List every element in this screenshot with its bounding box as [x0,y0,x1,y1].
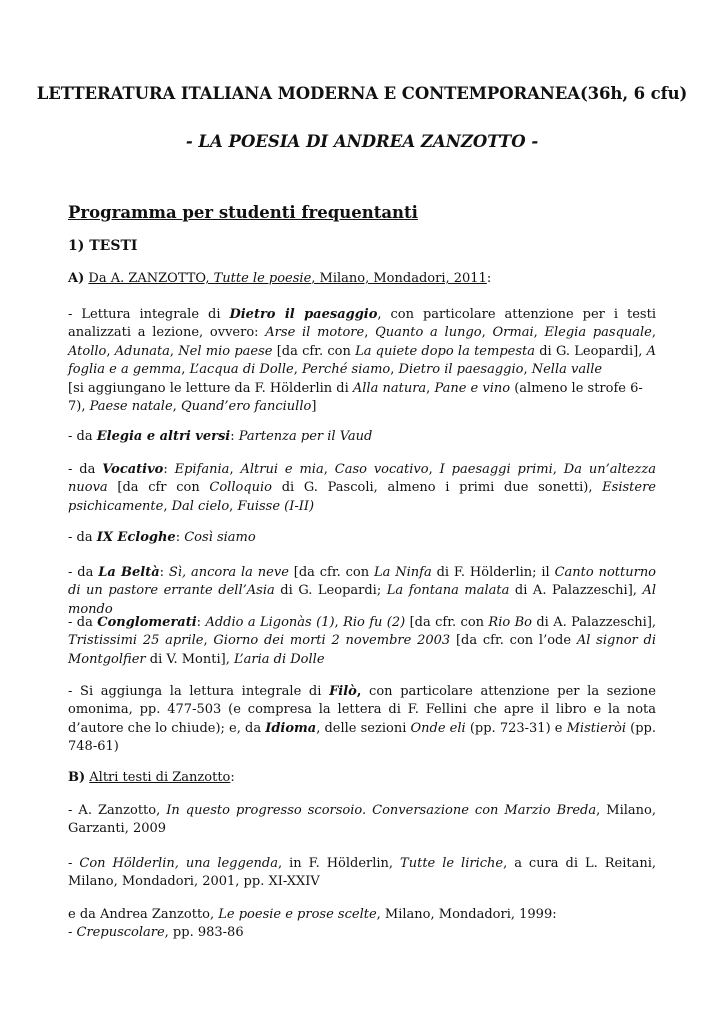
paragraph-vocativo: - da Vocativo: Epifania, Altrui e mia, Caso vocativo, I paesaggi primi, Da un’altezza nuova [da cfr con Colloquio di G. Pascoli, almeno i primi due sonetti), Esistere psichicamente, Dal cielo, Fuisse (I-II) [68,462,657,514]
paragraph-elegia: - da Elegia e altri versi: Partenza per il Vaud [68,429,373,444]
paragraph-filo: - Si aggiunga la lettura integrale di Filò, con particolare attenzione per la sezione omonima, pp. 477-503 (e compresa la lettera di F. Fellini che apre il libro e la nota d’autore che lo chiude); e, da Idioma, delle sezioni Onde eli (pp. 723-31) e Mistieròi (pp. 748-61) [68,684,657,755]
paragraph-poesie-prose-scelte: e da Andrea Zanzotto, Le poesie e prose scelte, Milano, Mondadori, 1999: - Crepuscolare, pp. 983-86 [68,907,557,941]
paragraph-conglomerati: - da Conglomerati: Addio a Ligonàs (1), Rio fu (2) [da cfr. con Rio Bo di A. Palazzeschi], Tristissimi 25 aprile, Giorno dei morti 2 novembre 2003 [da cfr. con l’ode Al signor di Montgolfier di V. Monti], L’aria di Dolle [68,615,657,667]
paragraph-progresso-scorsoio: - A. Zanzotto, In questo progresso scorsoio. Conversazione con Marzio Breda, Milano, Garzanti, 2009 [68,803,656,837]
paragraph-b-heading: B) Altri testi di Zanzotto: [68,770,235,785]
paragraph-ix-ecloghe: - da IX Ecloghe: Così siamo [68,530,256,545]
paragraph-dietro-il-paesaggio: - Lettura integrale di Dietro il paesaggio, con particolare attenzione per i testi analizzati a lezione, ovvero: Arse il motore, Quanto a lungo, Ormai, Elegia pasquale, Atollo, Adunata, Nel mio paese [da cfr. con La quiete dopo la tempesta di G. Leopardi], A foglia e a gemma, L’acqua di Dolle, Perché siamo, Dietro il paesaggio, Nella valle [si aggiungano le letture da F. Hölderlin di Alla natura, Pane e vino (almeno le strofe 6-7), Paese natale, Quand’ero fanciullo] [68,307,657,415]
program-heading: Programma per studenti frequentanti [68,203,418,222]
paragraph-a-heading: A) Da A. ZANZOTTO, Tutte le poesie, Milano, Mondadori, 2011: [68,271,492,286]
paragraph-con-holderlin: - Con Hölderlin, una leggenda, in F. Hölderlin, Tutte le liriche, a cura di L. Reitani, Milano, Mondadori, 2001, pp. XI-XXIV [68,856,656,890]
paragraph-la-belta: - da La Beltà: Sì, ancora la neve [da cfr. con La Ninfa di F. Hölderlin; il Canto notturno di un pastore errante dell’Asia di G. Leopardi; La fontana malata di A. Palazzeschi], Al mondo [68,565,657,617]
document-title: LETTERATURA ITALIANA MODERNA E CONTEMPORANEA(36h, 6 cfu) [36,84,688,103]
section-testi-heading: 1) TESTI [68,238,138,254]
document-subtitle: - LA POESIA DI ANDREA ZANZOTTO - [185,132,539,151]
